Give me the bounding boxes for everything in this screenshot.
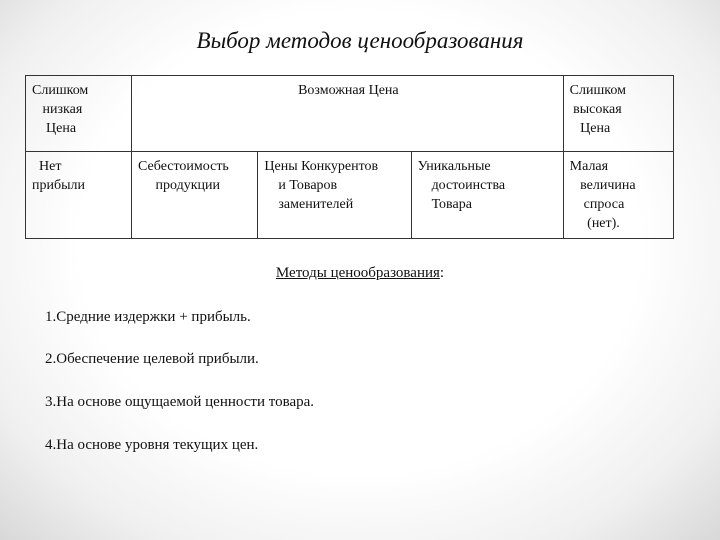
cell-too-low-price: Слишком низкая Цена	[26, 76, 132, 152]
methods-heading-colon: :	[439, 265, 445, 281]
method-item: 2.Обеспечение целевой прибыли.	[45, 351, 259, 367]
table-row	[26, 76, 674, 152]
methods-heading-text: Методы ценообразования	[275, 265, 440, 281]
cell-competitor-prices: Цены Конкурентов и Товаров заменителей	[258, 152, 411, 239]
cell-unique-advantages: Уникальные достоинства Товара	[411, 152, 563, 239]
cell-too-high-price: Слишком высокая Цена	[563, 76, 673, 152]
method-item: 3.На основе ощущаемой ценности товара.	[45, 394, 315, 410]
cell-possible-price: Возможная Цена	[132, 76, 564, 152]
cell-low-demand: Малая величина спроса (нет).	[563, 152, 673, 239]
methods-heading	[0, 265, 720, 282]
cell-production-cost: Себестоимость продукции	[132, 152, 258, 239]
method-item: 1.Средние издержки + прибыль.	[45, 309, 251, 325]
pricing-table	[25, 75, 674, 239]
table-row	[26, 152, 674, 239]
cell-no-profit: Нет прибыли	[26, 152, 132, 239]
method-item: 4.На основе уровня текущих цен.	[45, 437, 259, 453]
page-title: Выбор методов ценообразования	[196, 28, 524, 53]
